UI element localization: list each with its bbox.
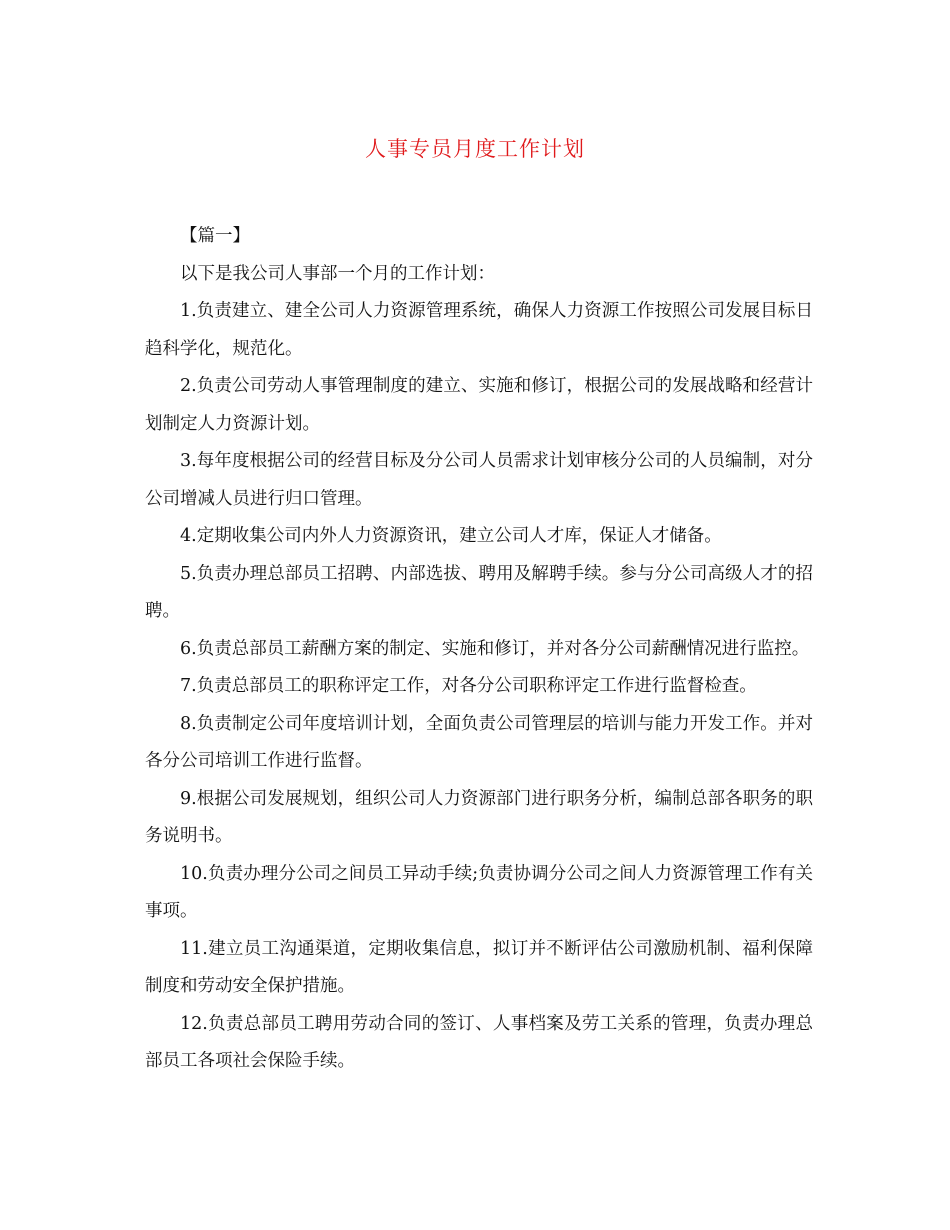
intro-paragraph: 以下是我公司人事部一个月的工作计划：: [180, 263, 495, 284]
plan-item: 10.负责办理分公司之间员工异动手续;负责协调分公司之间人力资源管理工作有关事项。: [145, 863, 813, 921]
plan-item: 1.负责建立、建全公司人力资源管理系统，确保人力资源工作按照公司发展目标日趋科学化，规范化。: [145, 301, 813, 359]
plan-item: 8.负责制定公司年度培训计划，全面负责公司管理层的培训与能力开发工作。并对各分公司培训工作进行监督。: [145, 713, 813, 771]
plan-item: 7.负责总部员工的职称评定工作，对各分公司职称评定工作进行监督检查。: [180, 676, 757, 696]
plan-item: 5.负责办理总部员工招聘、内部选拔、聘用及解聘手续。参与分公司高级人才的招聘。: [145, 563, 813, 621]
document-title: 人事专员月度工作计划: [365, 137, 585, 161]
plan-item: 9.根据公司发展规划，组织公司人力资源部门进行职务分析，编制总部各职务的职务说明书。: [145, 788, 813, 846]
plan-item: 3.每年度根据公司的经营目标及分公司人员需求计划审核分公司的人员编制，对分公司增减人员进行归口管理。: [145, 451, 813, 509]
plan-item: 2.负责公司劳动人事管理制度的建立、实施和修订，根据公司的发展战略和经营计划制定人力资源计划。: [145, 376, 813, 434]
plan-item: 6.负责总部员工薪酬方案的制定、实施和修订，并对各分公司薪酬情况进行监控。: [180, 638, 810, 659]
section-label: 【篇一】: [180, 226, 250, 246]
document-body: [145, 218, 813, 1081]
plan-item: 12.负责总部员工聘用劳动合同的签订、人事档案及劳工关系的管理，负责办理总部员工各项社会保险手续。: [145, 1013, 813, 1071]
plan-item: 4.定期收集公司内外人力资源资讯，建立公司人才库，保证人才储备。: [180, 526, 722, 546]
plan-item: 11.建立员工沟通渠道，定期收集信息，拟订并不断评估公司激励机制、福利保障制度和劳动安全保护措施。: [145, 938, 813, 996]
